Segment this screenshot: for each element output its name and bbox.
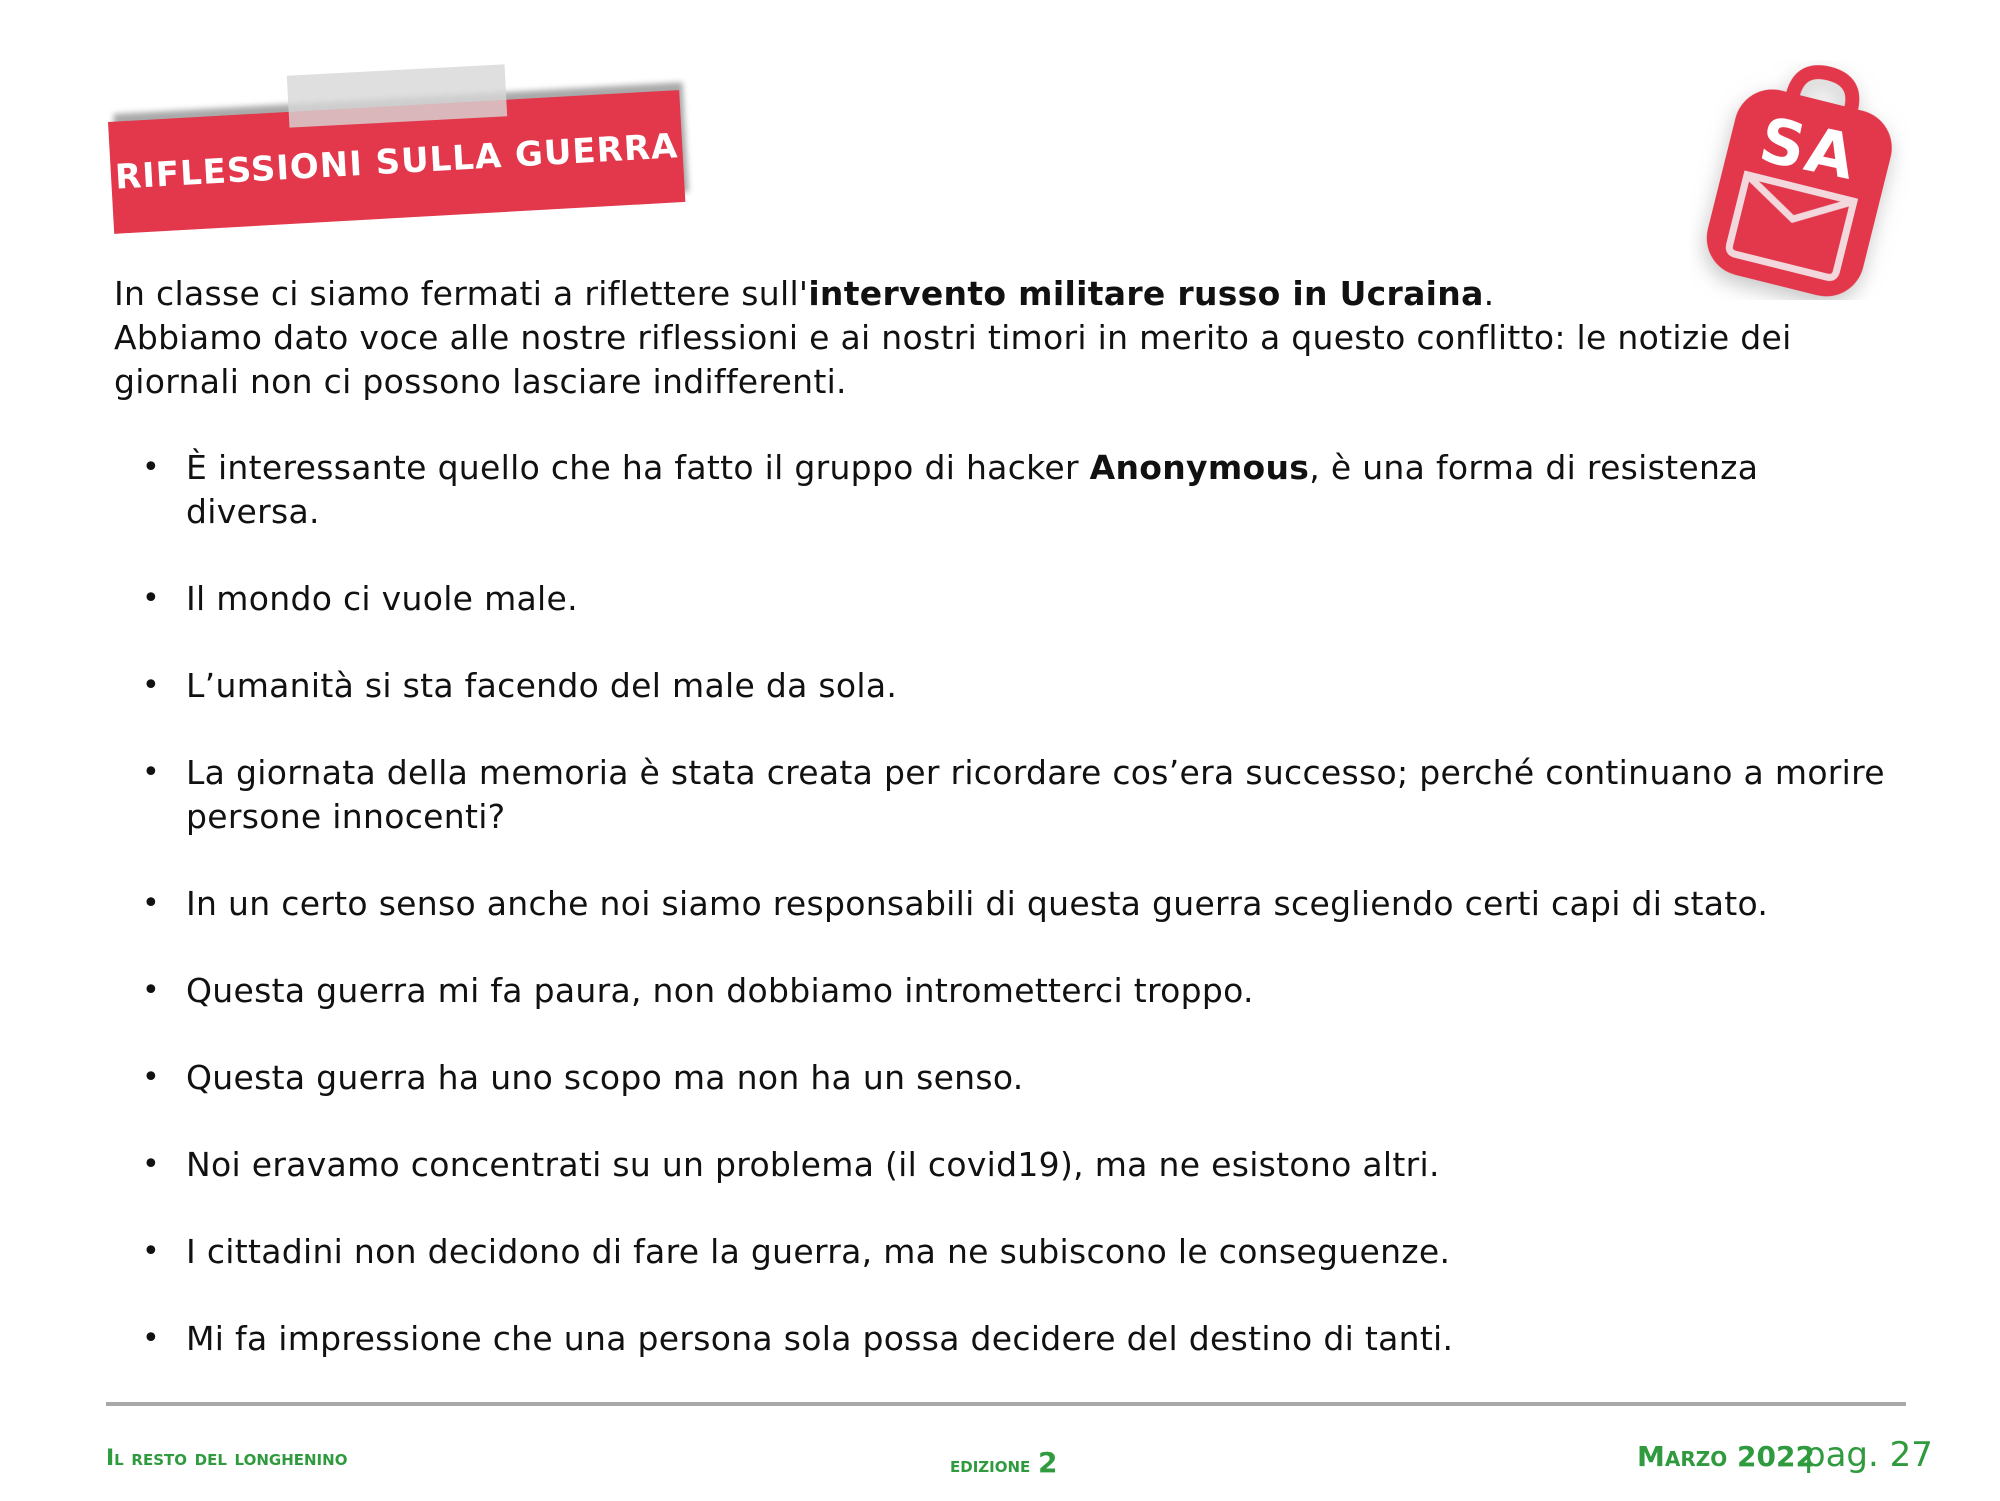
list-item — [114, 751, 1894, 839]
list-item — [114, 882, 1894, 926]
item-text: Mi fa impressione che una persona sola possa decidere del destino di tanti. — [186, 1319, 1454, 1358]
bullet-icon: • — [142, 1147, 160, 1182]
item-text: L’umanità si sta facendo del male da sola. — [186, 666, 898, 705]
list-item — [114, 1056, 1894, 1100]
bullet-icon: • — [142, 668, 160, 703]
footer-date: Marzo 2022 — [1637, 1440, 1815, 1473]
edition-number: 2 — [1037, 1446, 1058, 1479]
bullet-icon: • — [142, 886, 160, 921]
footer-divider — [106, 1402, 1906, 1406]
list-item — [114, 1230, 1894, 1274]
item-text: I cittadini non decidono di fare la guerra, ma ne subiscono le conseguenze. — [186, 1232, 1451, 1271]
reflections-list — [114, 446, 1894, 1404]
intro-line-1 — [114, 272, 1914, 316]
bullet-icon: • — [142, 581, 160, 616]
page-number: pag. 27 — [1804, 1435, 1933, 1475]
list-item — [114, 1317, 1894, 1361]
list-item — [114, 577, 1894, 621]
intro-text-end: . — [1483, 274, 1495, 313]
list-item — [114, 664, 1894, 708]
intro-bold-text: intervento militare russo in Ucraina — [808, 274, 1484, 313]
bullet-icon: • — [142, 973, 160, 1008]
item-text: In un certo senso anche noi siamo responsabili di questa guerra scegliendo certi capi di stato. — [186, 884, 1769, 923]
item-text-end: , è una forma di resistenza diversa. — [186, 448, 1759, 531]
bullet-icon: • — [142, 450, 160, 485]
logo-text: SA — [1753, 102, 1864, 195]
backpack-logo-icon — [1690, 60, 1910, 300]
item-text: Il mondo ci vuole male. — [186, 579, 578, 618]
bullet-icon: • — [142, 1234, 160, 1269]
item-text: È interessante quello che ha fatto il gruppo di hacker — [186, 448, 1090, 487]
list-item — [114, 969, 1894, 1013]
edition-label: edizione — [950, 1453, 1031, 1478]
bullet-icon: • — [142, 1321, 160, 1356]
footer-publication: Il resto del longhenino — [106, 1446, 348, 1471]
item-bold-text: Anonymous — [1089, 448, 1310, 487]
intro-line-2: Abbiamo dato voce alle nostre riflessioni e ai nostri timori in merito a questo conflitto: le notizie dei giornali non ci possono lasciare indifferenti. — [114, 318, 1792, 401]
item-text: La giornata della memoria è stata creata per ricordare cos’era successo; perché continuano a morire persone innocenti? — [186, 753, 1885, 836]
intro-paragraph — [114, 272, 1914, 404]
list-item — [114, 1143, 1894, 1187]
intro-text: In classe ci siamo fermati a riflettere sull' — [114, 274, 809, 313]
list-item — [114, 446, 1894, 534]
bullet-icon: • — [142, 1060, 160, 1095]
item-text: Noi eravamo concentrati su un problema (il covid19), ma ne esistono altri. — [186, 1145, 1440, 1184]
item-text: Questa guerra ha uno scopo ma non ha un senso. — [186, 1058, 1024, 1097]
footer-edition — [950, 1446, 1057, 1479]
bullet-icon: • — [142, 755, 160, 790]
section-banner — [108, 82, 688, 232]
item-text: Questa guerra mi fa paura, non dobbiamo intrometterci troppo. — [186, 971, 1254, 1010]
section-title: RIFLESSIONI SULLA GUERRA — [114, 126, 680, 198]
